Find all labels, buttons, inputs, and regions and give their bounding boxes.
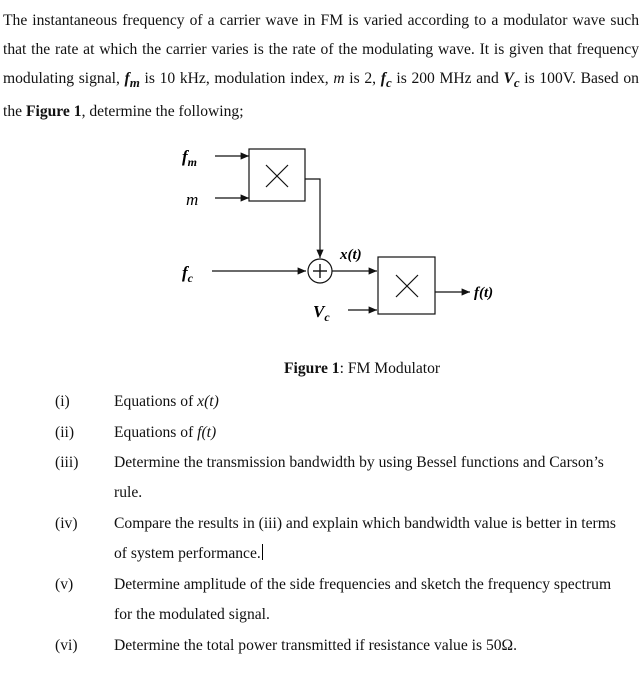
multiplier-block-1 xyxy=(249,149,305,201)
m-symbol: m xyxy=(333,70,345,87)
question-number: (i) xyxy=(55,393,70,410)
vc-symbol: $V_c$ xyxy=(503,70,520,91)
input-m-label: m xyxy=(186,190,199,209)
intro-text-5: is 100V. Based on the xyxy=(3,70,639,121)
question-text: Equations of f(t) xyxy=(114,424,217,441)
intro-text-3: is 2, xyxy=(349,70,377,87)
intro-text-6: , determine the following; xyxy=(81,103,244,121)
question-text: Determine the transmission bandwidth by using Bessel functions and Carson’s rule. xyxy=(114,454,604,501)
input-fm-label: $f_m$ xyxy=(182,147,198,169)
caption-label: Figure 1 xyxy=(284,360,340,377)
figure-caption xyxy=(284,360,440,378)
intro-text-2: is 10 kHz, modulation index, xyxy=(144,70,329,87)
intro-text-1: The instantaneous frequency of a carrier wave in FM is varied according to a modulator wave such that the rate at which the carrier varies is the rate of the modulating wave. It is given that frequency modulating signal, xyxy=(3,12,639,87)
signal-x-label: x(t) xyxy=(340,247,362,263)
signal-f-label: f(t) xyxy=(474,285,494,301)
input-vc-label: $V_c$ xyxy=(313,302,330,324)
question-text: Equations of x(t) xyxy=(114,393,219,410)
question-number: (iv) xyxy=(55,515,78,532)
figure-reference: Figure 1 xyxy=(25,103,82,121)
intro-text-4: is 200 MHz and xyxy=(396,70,499,87)
input-fc-label: $f_c$ xyxy=(182,263,193,285)
question-text: Compare the results in (iii) and explain which bandwidth value is better in terms of system performance. xyxy=(114,515,616,562)
fm-symbol: $f_m$ xyxy=(124,70,140,91)
problem-statement xyxy=(3,6,639,126)
text-cursor xyxy=(262,544,263,560)
question-number: (ii) xyxy=(55,424,75,441)
question-number: (iii) xyxy=(55,454,79,471)
caption-text: : FM Modulator xyxy=(339,360,441,377)
mult1-to-summer-line xyxy=(305,179,320,258)
fm-modulator-diagram xyxy=(0,135,641,350)
question-number: (vi) xyxy=(55,637,78,654)
question-text: Determine amplitude of the side frequencies and sketch the frequency spectrum for the modulated signal. xyxy=(114,576,612,623)
fc-symbol: $f_c$ xyxy=(380,70,392,91)
question-text: Determine the total power transmitted if resistance value is 50Ω. xyxy=(114,637,518,654)
question-number: (v) xyxy=(55,576,74,593)
